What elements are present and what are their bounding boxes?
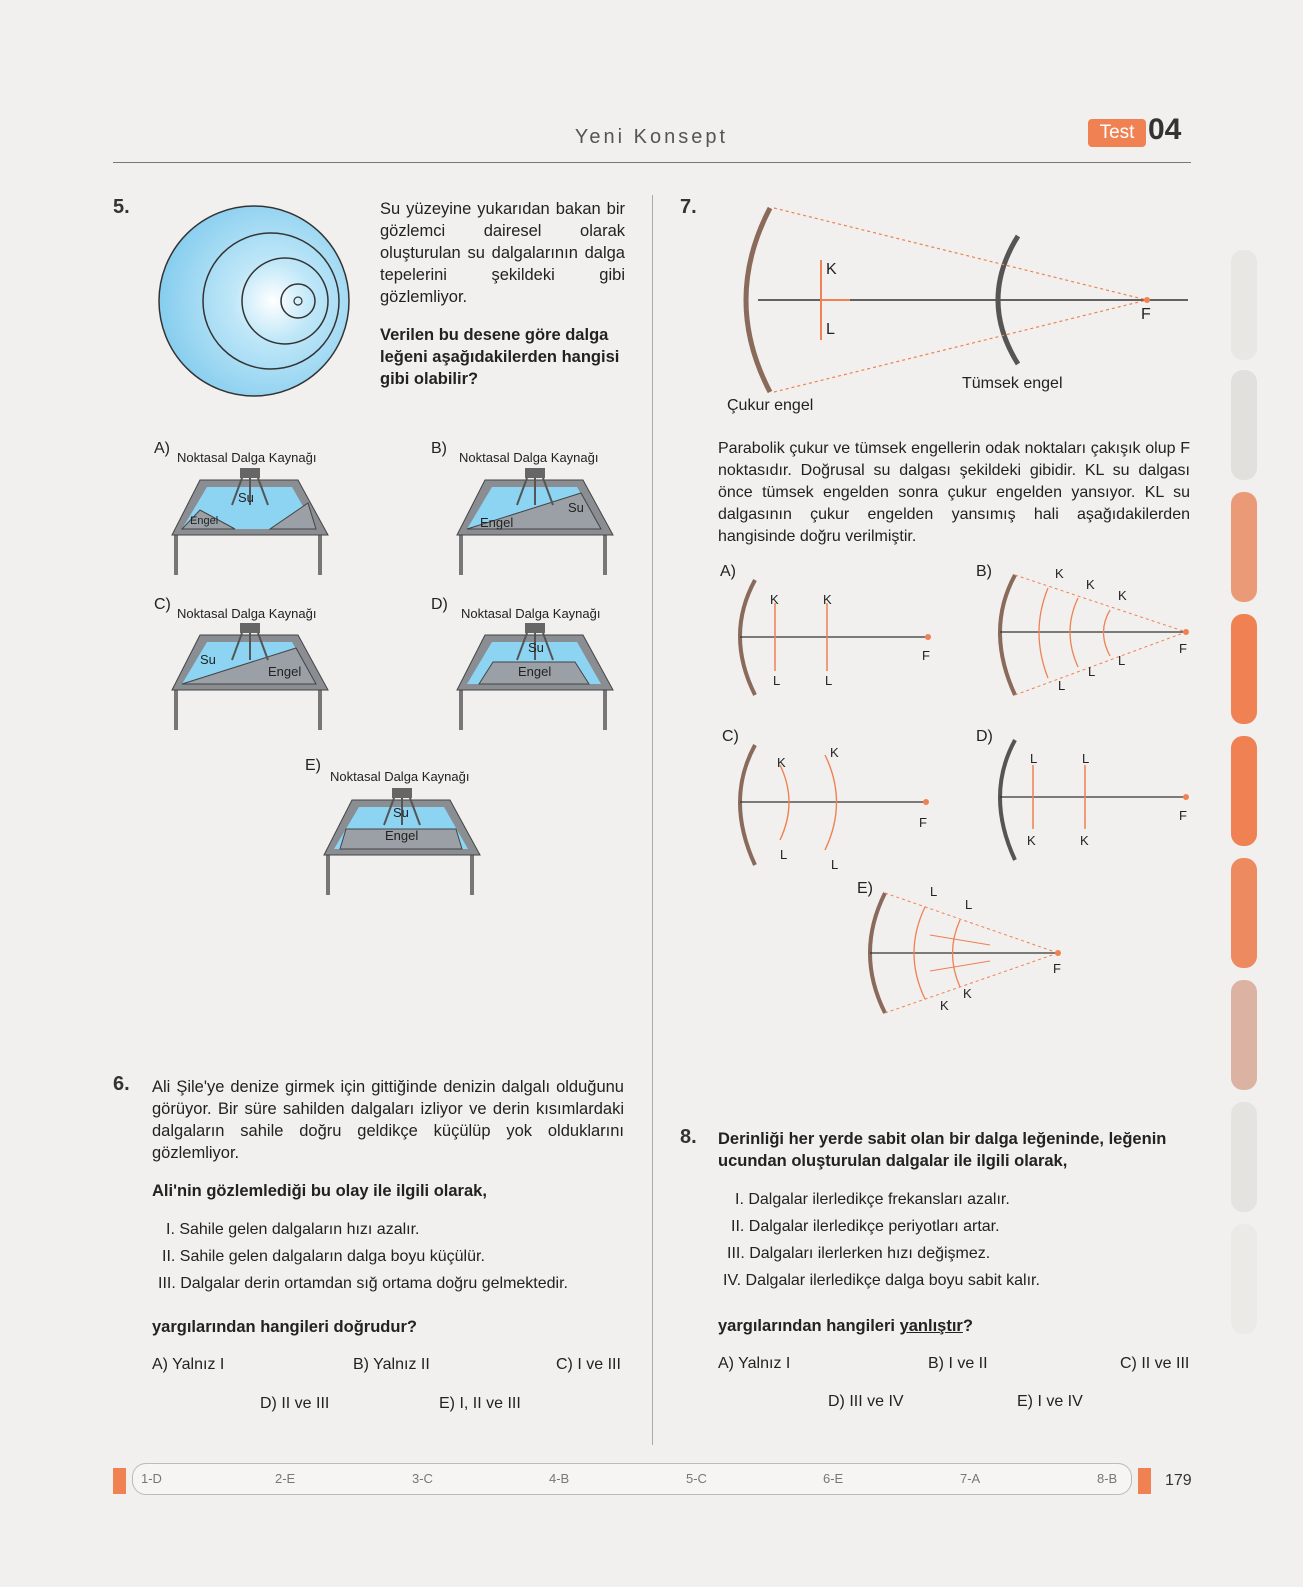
q7-a-l2: L	[825, 673, 833, 688]
q6-question: yargılarından hangileri doğrudur?	[152, 1318, 417, 1336]
q6-option-c[interactable]: C) I ve III	[556, 1356, 621, 1373]
q7-option-c-letter[interactable]: C)	[722, 728, 739, 745]
q7-main-figure	[700, 200, 1200, 410]
q7-e-l2: L	[965, 897, 973, 912]
q7-label-f: F	[1141, 306, 1151, 323]
q6-lead: Ali'nin gözlemlediği bu olay ile ilgili olarak,	[152, 1182, 487, 1200]
q5-option-a-barrier-label: Engel	[190, 515, 219, 527]
answer-key-item: 4-B	[549, 1471, 570, 1486]
q7-c-k2: K	[830, 745, 839, 760]
q5-option-d-letter[interactable]: D)	[431, 596, 448, 613]
q8-item-4: IV. Dalgalar ilerledikçe dalga boyu sabit kalır.	[723, 1272, 1040, 1289]
answer-key-item: 5-C	[686, 1471, 707, 1486]
q7-number: 7.	[680, 196, 697, 218]
q8-number: 8.	[680, 1126, 697, 1148]
q8-option-b[interactable]: B) I ve II	[928, 1355, 988, 1372]
q7-label-k: K	[826, 261, 837, 278]
q6-option-b[interactable]: B) Yalnız II	[353, 1356, 430, 1373]
q8-item-2: II. Dalgalar ilerledikçe periyotları artar.	[731, 1218, 1000, 1235]
q5-option-d-water-label: Su	[528, 640, 544, 655]
q7-c-l1: L	[780, 847, 788, 862]
side-tab	[1231, 736, 1257, 846]
q6-item-2: II. Sahile gelen dalgaların dalga boyu küçülür.	[162, 1248, 485, 1265]
header-divider	[113, 162, 1191, 163]
q5-option-e-source: Noktasal Dalga Kaynağı	[330, 769, 470, 784]
q5-text: Su yüzeyine yukarıdan bakan bir gözlemci dairesel olarak oluşturulan su dalgalarının dalga tepelerini şekildeki gibi gözlemliyor.	[380, 200, 625, 306]
q5-question: Verilen bu desene göre dalga leğeni aşağıdakilerden hangisi gibi olabilir?	[380, 326, 620, 388]
q8-option-c[interactable]: C) II ve III	[1120, 1355, 1190, 1372]
focus-ray	[774, 300, 1147, 392]
q7-b-l2: L	[1088, 664, 1096, 679]
answer-key-item: 2-E	[275, 1471, 296, 1486]
q6-text: Ali Şile'ye denize girmek için gittiğinde denizin dalgalı olduğunu görüyor. Bir süre sahilden dalgaları izliyor ve derin kısımlardaki dalgaların sahile doğru geldikçe küçülüp yok olduklarını gözlemliyor.	[152, 1078, 624, 1162]
q7-option-a-figure[interactable]	[730, 575, 940, 705]
q5-option-b-barrier-label: Engel	[480, 515, 514, 530]
q7-d-l1: L	[1030, 751, 1038, 766]
side-tab	[1231, 250, 1257, 360]
q7-option-b-figure[interactable]	[990, 570, 1200, 700]
q8-question-emphasis: yanlıştır	[899, 1317, 963, 1335]
column-divider	[652, 195, 653, 1445]
q5-option-c-tank[interactable]	[170, 620, 330, 735]
answer-key-bar	[132, 1463, 1132, 1495]
q7-a-f: F	[922, 648, 930, 663]
q5-option-a-water-label: Su	[238, 490, 254, 505]
q7-option-d-letter[interactable]: D)	[976, 728, 993, 745]
q6-option-e[interactable]: E) I, II ve III	[439, 1395, 521, 1412]
side-tab	[1231, 492, 1257, 602]
focal-point	[1144, 297, 1150, 303]
side-tab	[1231, 370, 1257, 480]
q8-option-d[interactable]: D) III ve IV	[828, 1393, 904, 1410]
q7-d-k1: K	[1027, 833, 1036, 848]
answer-key-item: 3-C	[412, 1471, 433, 1486]
side-tab	[1231, 980, 1257, 1090]
q7-c-k1: K	[777, 755, 786, 770]
q7-c-f: F	[919, 815, 927, 830]
footer-accent-right	[1138, 1468, 1151, 1494]
q7-e-k1: K	[963, 986, 972, 1001]
q7-text: Parabolik çukur ve tümsek engellerin odak noktaları çakışık olup F noktasıdır. Doğrusal su dalgası şekildeki gibidir. KL su dalgası önce tümsek engelden sonra çukur engelden yansıyor. KL su dalgasının çukur engelden yansımış hali aşağıdakilerden hangisinde doğru verilmiştir.	[718, 440, 1190, 545]
q6-option-a[interactable]: A) Yalnız I	[152, 1356, 225, 1373]
q8-lead: Derinliği her yerde sabit olan bir dalga leğeninde, leğenin ucundan oluşturulan dalgalar ile ilgili olarak,	[718, 1130, 1167, 1170]
q7-a-k1: K	[770, 592, 779, 607]
focus-ray	[774, 208, 1147, 300]
answer-key-item: 8-B	[1097, 1471, 1118, 1486]
q7-e-l1: L	[930, 884, 938, 899]
q5-number: 5.	[113, 196, 130, 218]
page-header-title: Yeni Konsept	[574, 126, 729, 148]
q5-option-c-letter[interactable]: C)	[154, 596, 171, 613]
q6-option-d[interactable]: D) II ve III	[260, 1395, 330, 1412]
q7-b-l1: L	[1118, 653, 1126, 668]
q7-option-a-letter[interactable]: A)	[720, 563, 736, 580]
q5-option-b-letter[interactable]: B)	[431, 440, 447, 457]
wave-source-device	[240, 468, 260, 478]
q5-option-e-water-label: Su	[393, 805, 409, 820]
q5-option-b-water-label: Su	[568, 500, 584, 515]
q5-option-d-source: Noktasal Dalga Kaynağı	[461, 606, 601, 621]
q7-b-k3: K	[1118, 588, 1127, 603]
q5-circular-wave-figure	[158, 205, 354, 401]
q8-option-a[interactable]: A) Yalnız I	[718, 1355, 791, 1372]
q7-a-k2: K	[823, 592, 832, 607]
q8-question-pre: yargılarından hangileri	[718, 1317, 900, 1335]
side-tab	[1231, 1102, 1257, 1212]
q7-b-f: F	[1179, 641, 1187, 656]
q8-option-e[interactable]: E) I ve IV	[1017, 1393, 1083, 1410]
q8-item-3: III. Dalgaları ilerlerken hızı değişmez.	[727, 1245, 991, 1262]
q7-convex-label: Tümsek engel	[962, 375, 1063, 392]
q7-b-k2: K	[1086, 577, 1095, 592]
test-badge: Test	[1088, 119, 1146, 147]
test-number: 04	[1148, 113, 1182, 146]
q5-option-b-source: Noktasal Dalga Kaynağı	[459, 450, 599, 465]
side-tab	[1231, 858, 1257, 968]
q8-question	[718, 1315, 973, 1337]
q6-item-1: I. Sahile gelen dalgaların hızı azalır.	[166, 1221, 420, 1238]
q5-option-a-source: Noktasal Dalga Kaynağı	[177, 450, 317, 465]
q6-number: 6.	[113, 1073, 130, 1095]
q7-b-k1: K	[1055, 566, 1064, 581]
q5-option-c-water-label: Su	[200, 652, 216, 667]
q5-option-b-tank[interactable]	[455, 465, 615, 580]
q7-d-k2: K	[1080, 833, 1089, 848]
side-tab	[1231, 1224, 1257, 1334]
q7-a-l1: L	[773, 673, 781, 688]
q6-item-3: III. Dalgalar derin ortamdan sığ ortama doğru gelmektedir.	[158, 1275, 568, 1292]
q5-option-a-letter[interactable]: A)	[154, 440, 170, 457]
q7-d-f: F	[1179, 808, 1187, 823]
q5-option-d-barrier-label: Engel	[518, 664, 552, 679]
q5-option-e-barrier-label: Engel	[385, 828, 419, 843]
footer-accent-left	[113, 1468, 126, 1494]
answer-key-item: 1-D	[141, 1471, 162, 1486]
page-number: 179	[1165, 1472, 1192, 1489]
q7-concave-label: Çukur engel	[727, 397, 814, 414]
q7-c-l2: L	[831, 857, 839, 872]
q5-option-e-letter[interactable]: E)	[305, 757, 321, 774]
q7-e-f: F	[1053, 961, 1061, 976]
q5-option-c-barrier-label: Engel	[268, 664, 302, 679]
q7-label-l: L	[826, 321, 835, 338]
q8-question-post: ?	[962, 1317, 973, 1335]
answer-key-item: 6-E	[823, 1471, 844, 1486]
answer-key-item: 7-A	[960, 1471, 981, 1486]
q8-item-1: I. Dalgalar ilerledikçe frekansları azalır.	[735, 1191, 1010, 1208]
q7-option-d-figure[interactable]	[990, 735, 1200, 865]
q7-option-e-letter[interactable]: E)	[857, 880, 873, 897]
tank-leg	[318, 535, 322, 575]
q7-option-b-letter[interactable]: B)	[976, 563, 992, 580]
side-tab	[1231, 614, 1257, 724]
q7-b-l3: L	[1058, 678, 1066, 693]
q7-d-l2: L	[1082, 751, 1090, 766]
q7-e-k2: K	[940, 998, 949, 1013]
q5-option-c-source: Noktasal Dalga Kaynağı	[177, 606, 317, 621]
tank-leg	[174, 535, 178, 575]
